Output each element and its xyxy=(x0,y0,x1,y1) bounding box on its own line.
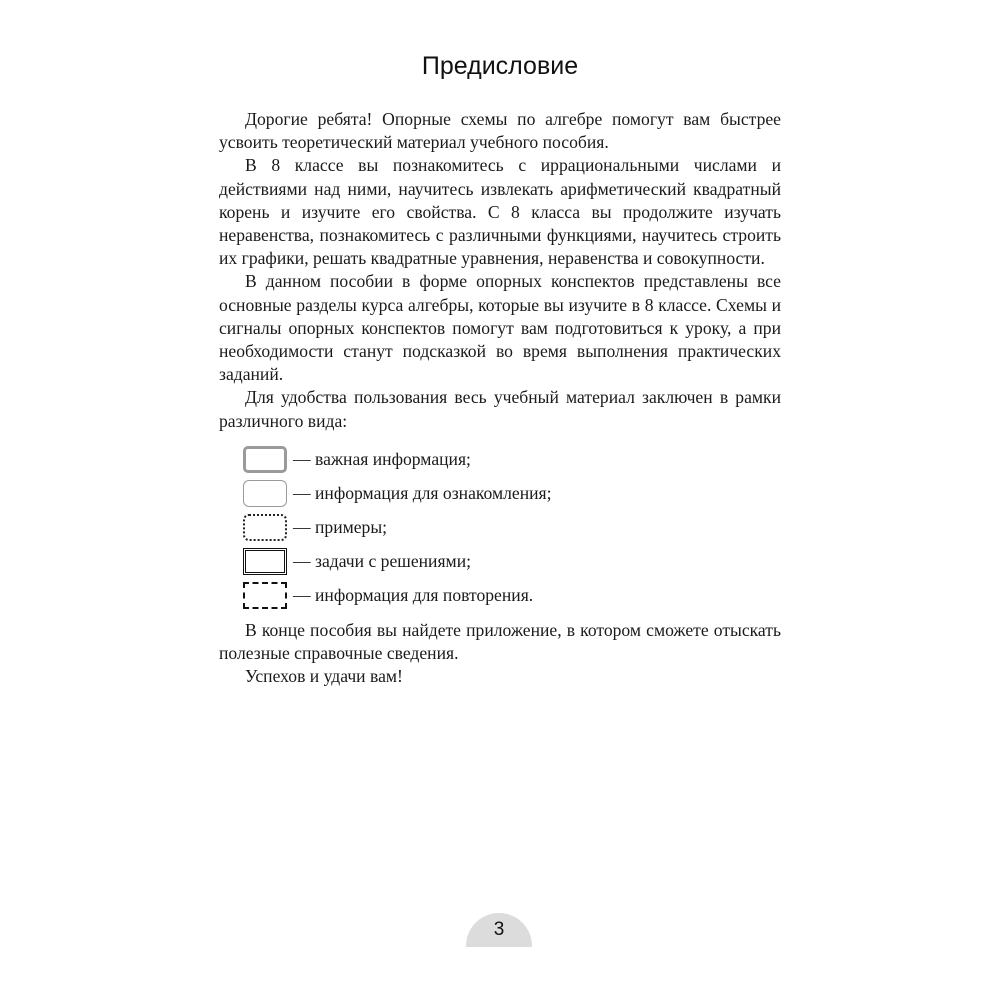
legend-label: — задачи с решениями; xyxy=(293,551,471,572)
info-frame-icon xyxy=(243,480,287,507)
legend-label: — информация для ознакомления; xyxy=(293,483,552,504)
page-number: 3 xyxy=(493,919,505,940)
paragraph-manual-description: В данном пособии в форме опорных конспектов представлены все основные разделы курса алгебры, которые вы изучите в 8 классе. Схемы и сигналы опорных конспектов помогут вам подготовиться к уроку, а при необходимости станут подсказкой во время выполнения практических заданий. xyxy=(219,271,781,385)
paragraph-appendix: В конце пособия вы найдете приложение, в котором сможете отыскать полезные справочные сведения. xyxy=(219,619,781,664)
paragraph-farewell: Успехов и удачи вам! xyxy=(245,666,403,687)
legend-item-tasks xyxy=(243,545,781,579)
frame-legend xyxy=(243,443,781,613)
repeat-frame-icon xyxy=(243,582,287,609)
paragraph-frames-intro: Для удобства пользования весь учебный материал заключен в рамки различного вида: xyxy=(219,387,781,431)
preface-body xyxy=(219,108,781,688)
important-frame-icon xyxy=(243,446,287,473)
legend-item-repeat xyxy=(243,579,781,613)
page-number-tab xyxy=(466,913,532,947)
legend-label: — важная информация; xyxy=(293,449,471,470)
legend-label: — примеры; xyxy=(293,517,388,538)
page-title: Предисловие xyxy=(421,52,579,80)
legend-item-important xyxy=(243,443,781,477)
tasks-frame-icon xyxy=(243,548,287,575)
examples-frame-icon xyxy=(243,514,287,541)
legend-item-info xyxy=(243,477,781,511)
legend-item-examples xyxy=(243,511,781,545)
paragraph-greeting: Дорогие ребята! Опорные схемы по алгебре помогут вам быстрее усвоить теоретический материал учебного пособия. xyxy=(219,109,781,153)
paragraph-grade8-topics: В 8 классе вы познакомитесь с иррациональными числами и действиями над ними, научитесь извлекать арифметический квадратный корень и изучите его свойства. С 8 класса вы продолжите изучать неравенства, познакомитесь с различными функциями, научитесь строить их графики, решать квадратные уравнения, неравенства и совокупности. xyxy=(219,155,781,269)
legend-label: — информация для повторения. xyxy=(293,585,534,606)
